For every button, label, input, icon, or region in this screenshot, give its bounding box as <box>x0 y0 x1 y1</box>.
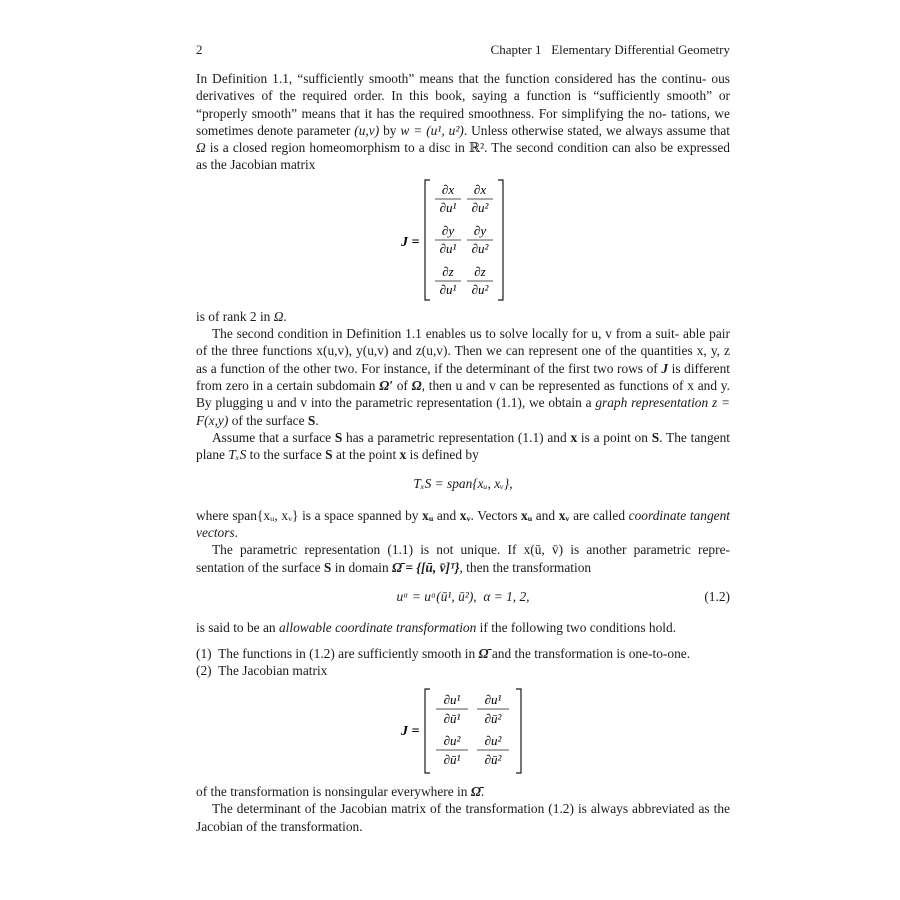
matrix2-r0-n2: ∂u¹ <box>484 692 502 708</box>
right-bracket <box>516 689 521 773</box>
text-line: sentation of the surface <box>196 559 324 575</box>
math-inline: Ω <box>273 308 284 324</box>
jacobian-matrix-2 <box>196 683 730 779</box>
matrix2-r0-d2: ∂ū² <box>484 711 502 727</box>
text-line: . <box>480 784 485 800</box>
math-inline: TₓS <box>228 447 247 463</box>
text-line: where span{xᵤ, xᵥ} is a space spanned by <box>196 507 423 523</box>
paragraph-tangent-plane <box>196 429 730 464</box>
condition-1 <box>196 645 730 662</box>
math-display: uᵅ = uᵅ(ū¹, ū²), α = 1, 2, <box>396 588 530 604</box>
math-inline: S <box>325 447 333 463</box>
math-inline: S <box>323 559 332 575</box>
math-inline: w = (u¹, u²) <box>400 122 464 138</box>
paragraph-smoothness <box>196 70 730 174</box>
text-line: of the transformation is nonsingular everywhere in <box>196 784 471 800</box>
text-line: is of rank 2 in <box>196 308 274 324</box>
text-line: has a parametric representation (1.1) and <box>342 429 571 445</box>
matrix2-r1-d1: ∂ū¹ <box>443 752 461 768</box>
paragraph-jacobian-determinant <box>196 800 730 835</box>
text-line: we always assume that <box>605 122 730 138</box>
paragraph-allowable <box>196 619 730 636</box>
term-allowable-transformation: allowable coordinate transformation <box>278 620 477 636</box>
matrix2-lhs: J = <box>401 724 420 740</box>
math-inline: S <box>307 412 316 428</box>
text-line: , then the transformation <box>459 559 592 575</box>
matrix2-r1-d2: ∂ū² <box>484 752 502 768</box>
page-number: 2 <box>196 42 203 57</box>
page-body <box>196 70 730 835</box>
condition-2 <box>196 662 730 679</box>
term-coordinate: coordinate <box>628 507 687 523</box>
matrix1-r1-d1: ∂u¹ <box>439 240 457 256</box>
text-line: at the point <box>332 447 400 463</box>
paragraph-second-condition <box>196 325 730 429</box>
text-line: and the transformation is one-to-one. <box>488 645 691 661</box>
text-line: by <box>379 122 401 138</box>
math-inline: x <box>399 447 407 463</box>
left-bracket <box>425 180 430 300</box>
left-bracket <box>425 689 430 773</box>
paragraph-nonsingular <box>196 783 730 800</box>
text-line: . Unless otherwise stated, <box>463 122 603 138</box>
text-line: tations, we sometimes denote parameter <box>196 105 730 138</box>
math-inline: z = F(x,y) <box>196 395 730 428</box>
matrix1-r0-n2: ∂x <box>473 181 487 197</box>
text-line: if the following two conditions hold. <box>476 620 677 636</box>
text-line: condition can also be expressed as the Jacobian matrix <box>196 140 730 173</box>
text-line: is a closed region homeomorphism to a disc in ℝ². The second <box>205 140 554 156</box>
text-line: . The <box>659 429 687 445</box>
math-inline: x <box>570 429 578 445</box>
text-line: or “properly smooth” means that it has the required smoothness. For simplifying the no- <box>196 88 730 121</box>
matrix2-r0-d1: ∂ū¹ <box>443 711 461 727</box>
matrix2-r0-n1: ∂u¹ <box>443 692 461 708</box>
text-line: (1.1), we obtain a <box>496 395 596 411</box>
matrix2-r1-n2: ∂u² <box>484 733 502 749</box>
text-line: is a point on <box>577 429 652 445</box>
text-line: , then u and v can be <box>421 377 535 393</box>
math-inline: S <box>334 429 343 445</box>
conditions-list <box>196 645 730 680</box>
right-bracket <box>498 180 503 300</box>
text-line: of the surface <box>228 412 308 428</box>
equation-1-2 <box>196 588 730 605</box>
text-line: as the Jacobian of the transformation. <box>196 801 730 834</box>
matrix1-r1-d2: ∂u² <box>471 240 489 256</box>
math-inline: xᵤ <box>521 507 533 523</box>
math-inline: Ω <box>411 377 422 393</box>
math-display: TₓS = span{xᵤ, xᵥ}, <box>413 476 513 492</box>
jacobian-matrix-1 <box>196 174 730 306</box>
matrix1-r1-n1: ∂y <box>441 222 455 238</box>
equation-number: (1.2) <box>704 588 730 604</box>
matrix1-r1-n2: ∂y <box>473 222 487 238</box>
text-line: The second condition in Definition 1.1 enables us to solve locally for u, v from a suit- <box>212 326 680 342</box>
text-line: two rows of <box>593 360 662 376</box>
math-inline: Ω̄ <box>470 784 481 800</box>
matrix1-r0-d1: ∂u¹ <box>439 199 457 215</box>
math-inline: (u,v) <box>354 122 380 138</box>
text-line: is said to be an <box>196 620 279 636</box>
text-line: in domain <box>331 559 392 575</box>
matrix1-r2-n2: ∂z <box>474 263 486 279</box>
text-line: (2) The Jacobian matrix <box>196 662 328 678</box>
math-inline: xᵥ <box>558 507 570 523</box>
matrix1-r2-d1: ∂u¹ <box>439 281 457 297</box>
running-head: Chapter 1 Elementary Differential Geometry <box>490 42 730 57</box>
matrix1-r0-d2: ∂u² <box>471 199 489 215</box>
matrix1-r0-n1: ∂x <box>441 181 455 197</box>
text-line: The determinant of the Jacobian matrix of the transformation (1.2) is always abbreviated <box>212 801 695 817</box>
paragraph-coordinate-tangent <box>196 507 730 542</box>
text-line: is different from zero in a certain subdomain <box>196 360 730 393</box>
text-line: to the surface <box>246 447 326 463</box>
text-line: . Vectors <box>470 507 522 523</box>
text-line: ous derivatives of the required order. In this book, saying a function is “sufficiently smooth” <box>196 71 730 104</box>
text-line: of <box>392 377 412 393</box>
text-line: . <box>315 412 319 428</box>
term-graph-representation: graph representation <box>595 395 709 411</box>
text-line: is defined by <box>406 447 479 463</box>
math-inline: Ω̄ = {[ū, v̄]ᵀ} <box>391 559 460 575</box>
text-line: quantities x, y, z as a function of the other two. For instance, if the determinant of the first <box>196 343 730 376</box>
text-line: and <box>433 507 460 523</box>
paragraph-nonunique <box>196 541 730 576</box>
jacobian-matrix-1-svg <box>196 174 730 306</box>
paragraph-rank <box>196 308 730 325</box>
text-line: (1) The functions in (1.2) are sufficiently smooth in <box>196 645 479 661</box>
text-line: . <box>234 525 239 541</box>
matrix1-r2-d2: ∂u² <box>471 281 489 297</box>
equation-tangent-plane <box>196 475 730 492</box>
term-tangent-vectors: tangent vectors <box>196 507 730 541</box>
text-line: and <box>532 507 559 523</box>
math-inline: xᵥ <box>459 507 471 523</box>
math-inline: J <box>661 360 669 376</box>
text-line: able pair of the three functions x(u,v), y(u,v) and z(u,v). Then we can represent one of the <box>196 326 730 359</box>
math-inline: Ω′ <box>379 377 393 393</box>
text-line: Assume that a surface <box>212 429 335 445</box>
matrix2-r1-n1: ∂u² <box>443 733 461 749</box>
text-line: tangent plane <box>196 429 731 463</box>
text-line: are called <box>569 507 629 523</box>
jacobian-matrix-2-svg <box>196 683 730 779</box>
matrix1-r2-n1: ∂z <box>442 263 454 279</box>
math-inline: Ω̄ <box>478 645 489 661</box>
matrix1-lhs: J = <box>401 234 420 250</box>
text-line: The parametric representation (1.1) is not unique. If x(ū, v̄) is another parametric repre- <box>212 542 730 558</box>
text-line: represented as functions of x and y. By plugging u and v into the parametric representation <box>196 377 730 411</box>
math-inline: Ω <box>196 140 206 156</box>
math-inline: xᵤ <box>422 507 434 523</box>
math-inline: S <box>651 429 660 445</box>
text-line: . <box>283 308 287 324</box>
text-line: In Definition 1.1, “sufficiently smooth” means that the function considered has the continu- <box>196 71 707 86</box>
